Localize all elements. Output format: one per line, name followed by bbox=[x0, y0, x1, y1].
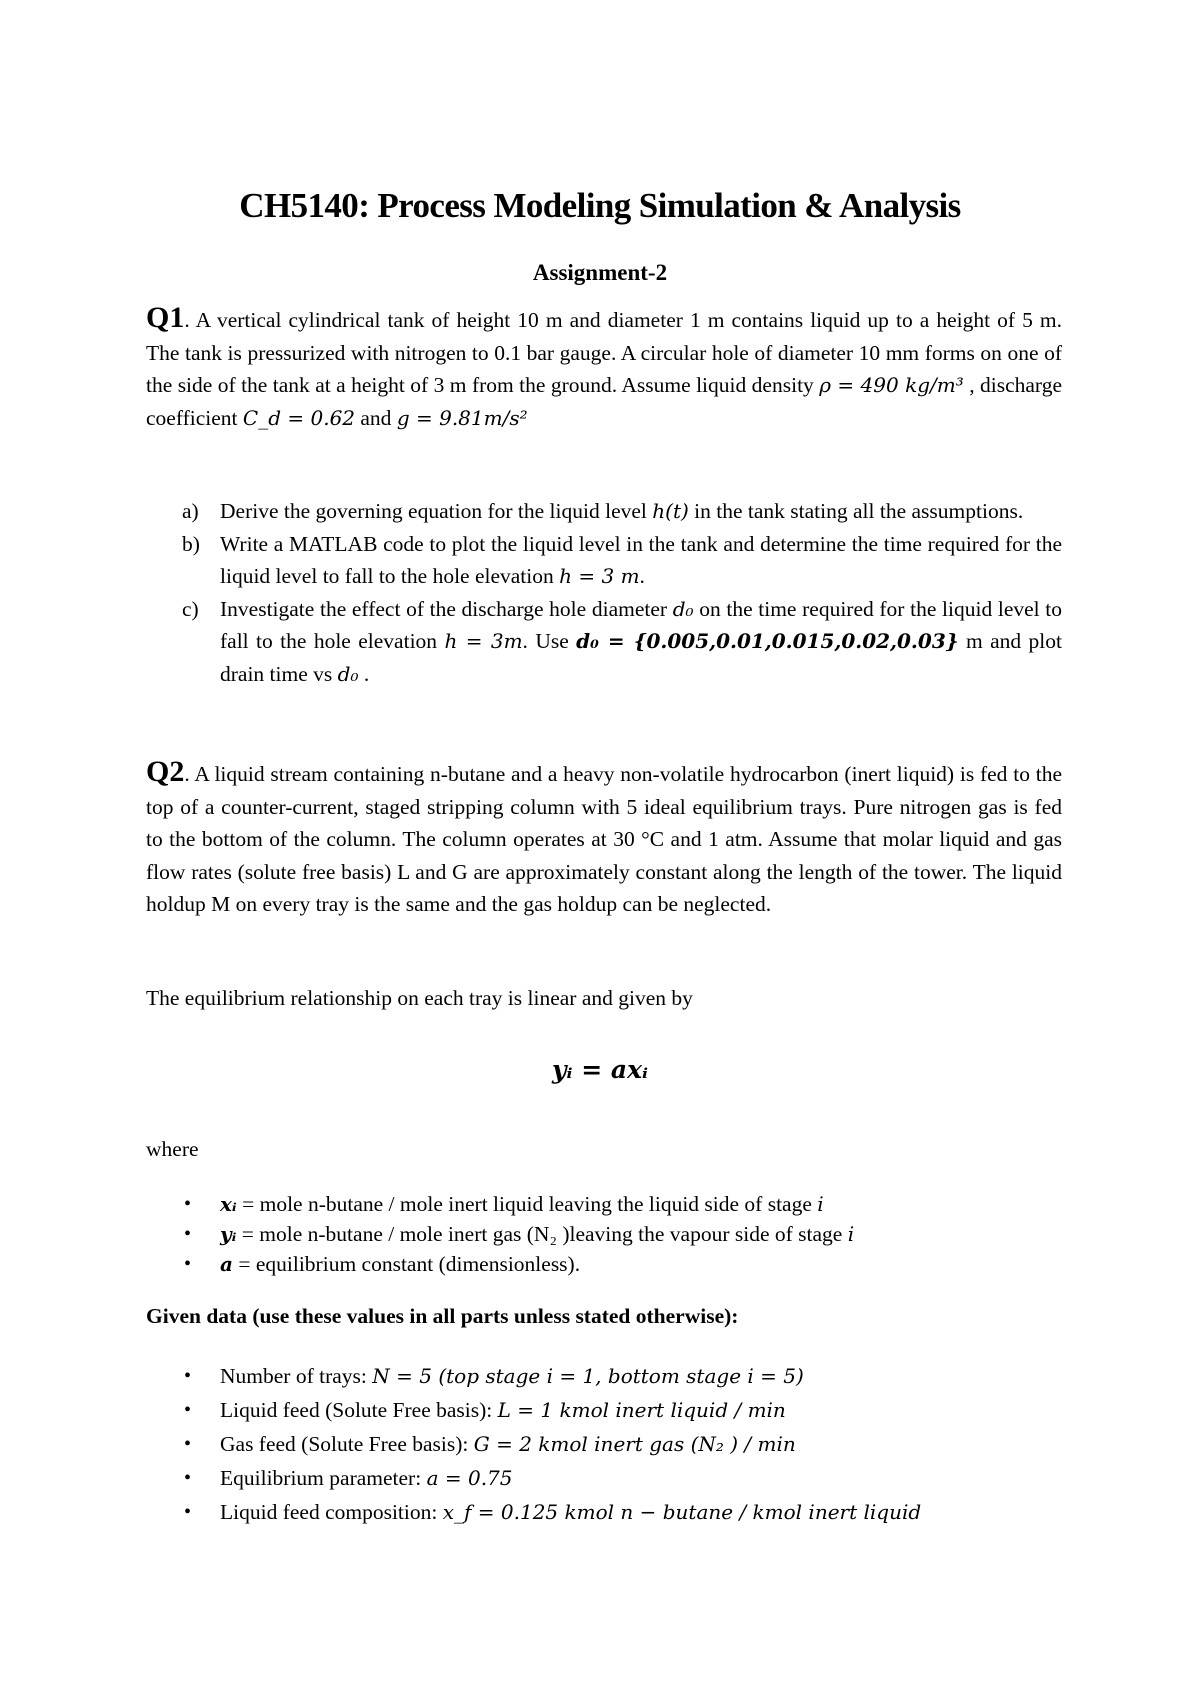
equilibrium-equation: yᵢ = axᵢ bbox=[552, 1055, 648, 1084]
given-label: Gas feed (Solute Free basis): bbox=[220, 1432, 474, 1456]
definition-item bbox=[146, 1219, 1062, 1249]
and-text: and bbox=[355, 405, 397, 430]
given-label: Equilibrium parameter: bbox=[220, 1466, 427, 1490]
q1-part-b bbox=[146, 528, 1062, 593]
definition-item bbox=[146, 1189, 1062, 1219]
given-item bbox=[146, 1495, 1062, 1529]
part-label: b) bbox=[182, 531, 200, 556]
q2-text: A liquid stream containing n-butane and a heavy non-volatile hydrocarbon (inert liquid) is fed to the top of a counter-current, staged stripping column with 5 ideal equilibrium trays. Pure nitrogen gas is fed to the bottom of the column. The column operates at 30 °C and 1 atm. Assume that molar liquid and gas flow rates (solute free basis) L and G are approximately constant along the length of the tower. The liquid holdup M on every tray is the same and the gas holdup can be neglected. bbox=[146, 762, 1062, 917]
definition-symbol: yᵢ bbox=[220, 1222, 237, 1246]
given-value: G = 2 kmol inert gas (N₂ ) / min bbox=[473, 1432, 796, 1456]
bullet-icon: • bbox=[184, 1253, 192, 1275]
given-label: Liquid feed (Solute Free basis): bbox=[220, 1398, 498, 1422]
gravity-formula: g = 9.81m/s² bbox=[396, 405, 528, 430]
part-text: Derive the governing equation for the liquid level bbox=[220, 499, 653, 523]
part-label: c) bbox=[182, 596, 199, 621]
bullet-icon: • bbox=[184, 1399, 192, 1421]
bullet-icon: • bbox=[184, 1223, 192, 1245]
cd-prefix: , discharge coefficient bbox=[146, 373, 1062, 430]
bullet-icon: • bbox=[184, 1433, 192, 1455]
given-value: a = 0.75 bbox=[426, 1466, 513, 1490]
part-text: Investigate the effect of the discharge hole diameter bbox=[220, 596, 673, 621]
part-text: m and plot drain time vs bbox=[220, 629, 1063, 686]
equilibrium-intro: The equilibrium relationship on each tray is linear and given by bbox=[146, 986, 693, 1010]
given-data-heading: Given data (use these values in all parts unless stated otherwise): bbox=[146, 1304, 739, 1328]
given-item bbox=[146, 1427, 1062, 1461]
part-label: a) bbox=[182, 499, 199, 523]
q1-part-a bbox=[146, 495, 1062, 528]
part-text: . bbox=[639, 564, 645, 589]
definition-text: = equilibrium constant (dimensionless). bbox=[232, 1252, 581, 1276]
given-item bbox=[146, 1359, 1062, 1393]
given-value: L = 1 kmol inert liquid / min bbox=[497, 1398, 786, 1422]
definition-symbol: xᵢ bbox=[220, 1192, 237, 1216]
bullet-icon: • bbox=[184, 1467, 192, 1489]
definitions-list bbox=[146, 1189, 1062, 1279]
definition-tail: i bbox=[817, 1192, 824, 1216]
part-text: in the tank stating all the assumptions. bbox=[688, 499, 1024, 523]
definition-item bbox=[146, 1249, 1062, 1279]
part-math: d₀ = {0.005,0.01,0.015,0.02,0.03} bbox=[576, 629, 959, 654]
given-item bbox=[146, 1393, 1062, 1427]
page-title: CH5140: Process Modeling Simulation & Analysis bbox=[239, 186, 961, 225]
part-text: . Use bbox=[522, 629, 577, 654]
bullet-icon: • bbox=[184, 1501, 192, 1523]
q1-intro: A vertical cylindrical tank of height 10 m and diameter 1 m contains liquid up to a height of 5 m. The tank is pressurized with nitrogen to 0.1 bar gauge. A circular hole of diameter 10 mm forms on one of the side of the tank at a height of 3 m from the ground. Assume liquid density bbox=[146, 308, 1062, 398]
assignment-subtitle: Assignment-2 bbox=[532, 260, 668, 285]
bullet-icon: • bbox=[184, 1193, 192, 1215]
q1-parts bbox=[146, 495, 1062, 691]
part-text: Write a MATLAB code to plot the liquid level in the tank and determine the time required for the liquid level to fall to the hole elevation bbox=[220, 531, 1062, 589]
given-data-list bbox=[146, 1359, 1062, 1529]
part-math: h = 3m bbox=[444, 629, 523, 654]
given-label: Number of trays: bbox=[220, 1364, 373, 1388]
part-math: d₀ bbox=[337, 661, 359, 686]
q2-paragraph: Q2. A liquid stream containing n-butane and a heavy non-volatile hydrocarbon (inert liquid) is fed to the top of a counter-current, staged stripping column with 5 ideal equilibrium trays. Pure nitrogen gas is fed to the bottom of the column. The column operates at 30 °C and 1 atm. Assume that molar liquid and gas flow rates (solute free basis) L and G are approximately constant along the length of the tower. The liquid holdup M on every tray is the same and the gas holdup can be neglected. bbox=[146, 755, 1062, 917]
part-text: on the time required for the liquid level to fall to the hole elevation bbox=[220, 596, 1063, 654]
definition-text: = mole n-butane / mole inert liquid leaving the liquid side of stage bbox=[236, 1192, 818, 1216]
part-math: h = 3 m bbox=[559, 564, 640, 589]
bullet-icon: • bbox=[184, 1365, 192, 1387]
definition-tail: i bbox=[847, 1222, 855, 1246]
where-label: where bbox=[146, 1137, 199, 1161]
density-formula: ρ = 490 kg/m³ bbox=[819, 373, 964, 398]
part-math: h(t) bbox=[652, 499, 689, 523]
given-label: Liquid feed composition: bbox=[220, 1500, 443, 1524]
given-item bbox=[146, 1461, 1062, 1495]
definition-symbol: a bbox=[220, 1252, 233, 1276]
definition-text: = mole n-butane / mole inert gas (N₂ )leaving the vapour side of stage bbox=[236, 1222, 848, 1246]
q1-part-c bbox=[146, 593, 1062, 691]
q1-paragraph: Q1. A vertical cylindrical tank of height 10 m and diameter 1 m contains liquid up to a height of 5 m. The tank is pressurized with nitrogen to 0.1 bar gauge. A circular hole of diameter 10 mm forms on one of the side of the tank at a height of 3 m from the ground. Assume liquid density ρ = 490 kg/m³ , discharge coefficient C_d = 0.62 and g = 9.81m/s² bbox=[146, 301, 1062, 430]
q1-label: Q1 bbox=[146, 301, 185, 334]
given-value: x_f = 0.125 kmol n − butane / kmol inert liquid bbox=[442, 1500, 922, 1524]
discharge-coefficient-formula: C_d = 0.62 bbox=[242, 405, 356, 430]
given-value: N = 5 (top stage i = 1, bottom stage i = 5) bbox=[372, 1364, 804, 1388]
part-math: d₀ bbox=[672, 596, 694, 621]
part-text: . bbox=[358, 661, 370, 686]
q2-label: Q2 bbox=[146, 755, 185, 788]
